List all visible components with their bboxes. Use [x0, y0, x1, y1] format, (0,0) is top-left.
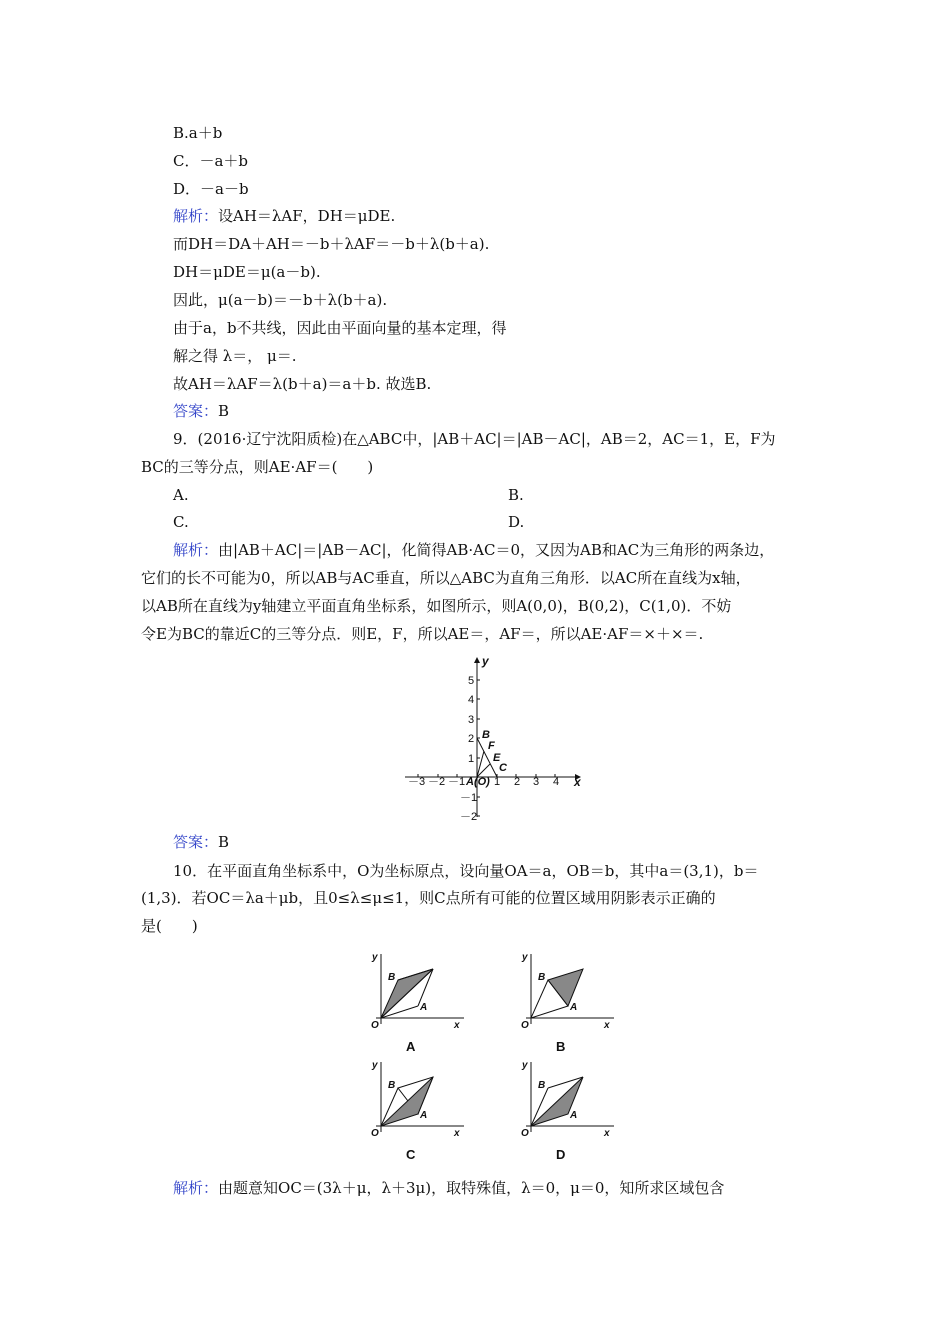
q8-solution-line-4: 因此，μ(a－b)＝－b＋λ(b＋a). [173, 291, 388, 309]
q9-point-b: B [482, 729, 490, 741]
q10-fig-a-origin: O [371, 1020, 379, 1030]
q9-point-e: E [493, 752, 501, 764]
q10-fig-a-point-a: A [420, 1002, 428, 1013]
q9-stem-line-2: BC的三等分点，则AE·AF＝( ) [141, 458, 374, 476]
q10-stem-line-2: (1,3)．若OC＝λa＋μb，且0≤λ≤μ≤1，则C点所有可能的位置区域用阴影表示正确的 [141, 889, 716, 907]
q9-solution-text-1: 由|AB＋AC|＝|AB－AC|，化简得AB·AC＝0，又因为AB和AC为三角形的两条边， [218, 541, 775, 559]
q9-x-tick-neg2: －2 [428, 776, 446, 788]
q10-figure-b-label: B [556, 1039, 566, 1054]
q9-option-b: B. [508, 486, 524, 504]
q9-y-tick-3: 3 [468, 714, 475, 726]
q10-stem-line-1: 10．在平面直角坐标系中，O为坐标原点，设向量OA＝a，OB＝b，其中a＝(3,1)，b＝ [173, 862, 759, 880]
q10-fig-b-y: y [522, 952, 528, 963]
q9-y-tick-2: 2 [468, 733, 475, 745]
q9-x-tick-neg3: －3 [408, 776, 426, 788]
q8-option-c: C．－a＋b [173, 152, 249, 170]
q10-fig-d-origin: O [521, 1128, 529, 1138]
q9-stem-line-1: 9．(2016·辽宁沈阳质检)在△ABC中，|AB＋AC|＝|AB－AC|，AB＝2，AC＝1，E，F为 [173, 430, 776, 448]
q10-figure-a-label: A [406, 1039, 416, 1054]
q10-fig-b-point-b: B [538, 972, 546, 983]
q9-solution-label: 解析： [173, 541, 219, 559]
q9-y-axis-label: y [482, 654, 489, 668]
q10-figure-d [518, 1056, 618, 1138]
q10-solution-text-1: 由题意知OC＝(3λ＋μ，λ＋3μ)，取特殊值，λ＝0，μ＝0，知所求区域包含 [218, 1179, 725, 1197]
q8-solution-text-1: 设AH＝λAF，DH＝μDE. [218, 207, 396, 225]
q9-x-tick-2: 2 [514, 776, 521, 788]
q9-solution-line-2: 它们的长不可能为0，所以AB与AC垂直，所以△ABC为直角三角形．以AC所在直线为x轴， [141, 569, 751, 587]
q9-option-c: C. [173, 513, 189, 531]
q10-fig-c-x: x [454, 1128, 460, 1138]
q10-figure-c [368, 1056, 468, 1138]
q10-fig-a-point-b: B [388, 972, 396, 983]
q10-solution-label: 解析： [173, 1179, 219, 1197]
q9-x-tick-3: 3 [533, 776, 540, 788]
q9-y-tick-4: 4 [468, 694, 475, 706]
q10-fig-a-x: x [454, 1020, 460, 1030]
q10-fig-b-x: x [604, 1020, 610, 1030]
q9-solution-line-1 [173, 540, 774, 560]
q9-answer [173, 832, 229, 852]
q8-solution-line-3: DH＝μDE＝μ(a－b). [173, 263, 321, 281]
q10-fig-d-point-b: B [538, 1080, 546, 1091]
q8-answer [173, 401, 229, 421]
q8-solution-line-2: 而DH＝DA＋AH＝－b＋λAF＝－b＋λ(b＋a). [173, 235, 490, 253]
q9-answer-value: B [218, 833, 230, 851]
q8-solution-line-1 [173, 206, 395, 226]
q9-y-tick-neg2: －2 [460, 811, 478, 822]
q10-fig-c-point-a: A [420, 1110, 428, 1121]
q9-option-a: A. [173, 486, 189, 504]
q9-coordinate-graph [400, 652, 590, 822]
q9-y-tick-5: 5 [468, 675, 475, 687]
q9-x-tick-neg1: －1 [448, 776, 466, 788]
q9-y-tick-1: 1 [468, 753, 475, 765]
q9-y-tick-neg1: －1 [460, 792, 478, 804]
q10-figure-a [368, 948, 468, 1030]
q8-answer-value: B [218, 402, 230, 420]
q9-origin-label: A(O) [466, 776, 490, 788]
q9-solution-line-3: 以AB所在直线为y轴建立平面直角坐标系，如图所示，则A(0,0)，B(0,2)，C(1,0)．不妨 [141, 597, 732, 615]
q9-point-c: C [499, 762, 507, 774]
q10-figure-b [518, 948, 618, 1030]
q10-fig-b-point-a: A [570, 1002, 578, 1013]
q10-fig-c-y: y [372, 1060, 378, 1071]
q9-solution-line-4: 令E为BC的靠近C的三等分点．则E，F，所以AE＝，AF＝，所以AE·AF＝×＋×＝. [141, 625, 704, 643]
q8-option-d: D．－a－b [173, 180, 249, 198]
q10-stem-line-3: 是( ) [141, 917, 198, 935]
q8-solution-line-5: 由于a，b不共线，因此由平面向量的基本定理，得 [173, 319, 507, 337]
q10-fig-d-y: y [522, 1060, 528, 1071]
q8-answer-label: 答案： [173, 402, 219, 420]
q10-fig-d-x: x [604, 1128, 610, 1138]
q10-fig-c-point-b: B [388, 1080, 396, 1091]
q10-solution-line-1 [173, 1178, 724, 1198]
q9-x-tick-1: 1 [494, 776, 501, 788]
q9-option-d: D. [508, 513, 525, 531]
q9-answer-label: 答案： [173, 833, 219, 851]
q9-x-axis-label: x [574, 775, 581, 789]
q10-fig-a-y: y [372, 952, 378, 963]
q9-x-tick-4: 4 [553, 776, 560, 788]
q8-solution-line-6: 解之得 λ＝， μ＝. [173, 347, 297, 365]
q8-solution-label: 解析： [173, 207, 219, 225]
q10-figure-c-label: C [406, 1147, 416, 1162]
q8-option-b: B.a＋b [173, 124, 223, 142]
q10-fig-d-point-a: A [570, 1110, 578, 1121]
q9-point-f: F [488, 740, 495, 752]
q10-fig-b-origin: O [521, 1020, 529, 1030]
q8-solution-line-7: 故AH＝λAF＝λ(b＋a)＝a＋b. 故选B. [173, 375, 432, 393]
q10-fig-c-origin: O [371, 1128, 379, 1138]
q10-figure-d-label: D [556, 1147, 566, 1162]
